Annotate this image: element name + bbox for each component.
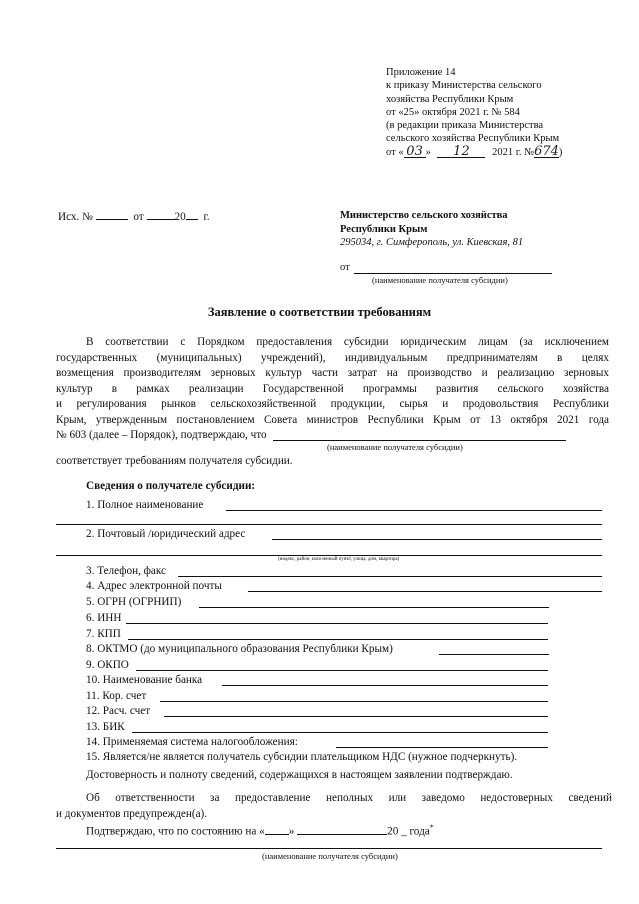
field-1-input[interactable] xyxy=(226,510,602,511)
document-title: Заявление о соответствии требованиям xyxy=(207,305,432,319)
field-9-label: 9. ОКПО xyxy=(86,659,129,671)
intro-caption: (наименование получателя субсидии) xyxy=(327,442,463,452)
appendix-date-mid: » xyxy=(425,146,431,158)
outgoing-year-blank xyxy=(186,209,198,220)
addressee-line1: Министерство сельского хозяйства xyxy=(340,210,508,221)
field-3-input[interactable] xyxy=(178,576,602,577)
appendix-date-suffix: ) xyxy=(558,146,563,158)
field-10-input[interactable] xyxy=(222,685,548,686)
closing-recipient-line[interactable] xyxy=(56,848,602,849)
intro-line: В соответствии с Порядком предоставления субсидии юридическим лицам (за исключением xyxy=(86,336,609,348)
field-4-input[interactable] xyxy=(248,591,602,592)
field-7-input[interactable] xyxy=(128,639,548,640)
intro-line: государственных (муниципальных) учреждений), индивидуальным предпринимателям в целях xyxy=(56,352,609,364)
appendix-line: хозяйства Республики Крым xyxy=(386,93,514,105)
appendix-date-year: 2021 г. № xyxy=(492,146,535,158)
field-5-input[interactable] xyxy=(199,607,549,608)
field-2-input-2[interactable] xyxy=(56,555,602,556)
closing-day-blank[interactable] xyxy=(265,824,289,835)
outgoing-year-prefix: 20 xyxy=(174,211,186,223)
field-13-label: 13. БИК xyxy=(86,721,125,733)
field-4-label: 4. Адрес электронной почты xyxy=(86,580,222,592)
addressee-from-line xyxy=(354,273,552,274)
closing-state-mid: » xyxy=(288,825,295,838)
field-2-caption: (индекс, район, населенный пункт, улица, дом, квартира) xyxy=(278,557,400,562)
field-2-label: 2. Почтовый /юридический адрес xyxy=(86,528,246,540)
intro-line: возмещения производителям зерновых культур части затрат на производство и реализацию зерновых xyxy=(56,367,609,379)
field-8-label: 8. ОКТМО (до муниципального образования Республики Крым) xyxy=(86,643,393,655)
intro-line: Крым, утвержденным постановлением Совета министров Республики Крым от 13 октября 2021 года xyxy=(56,414,609,426)
field-7-label: 7. КПП xyxy=(86,628,121,640)
appendix-line: (в редакции приказа Министерства xyxy=(386,120,544,132)
field-14-input[interactable] xyxy=(336,747,548,748)
closing-state-prefix: Подтверждаю, что по состоянию на « xyxy=(86,825,265,838)
appendix-line: к приказу Министерства сельского xyxy=(386,80,542,92)
closing-responsibility-line2: и документов предупрежден(а). xyxy=(56,808,208,820)
field-6-label: 6. ИНН xyxy=(86,612,122,624)
closing-statement xyxy=(86,823,434,838)
field-8-input[interactable] xyxy=(439,654,549,655)
closing-state-year: 20 _ года xyxy=(387,825,430,838)
intro-recipient-line xyxy=(273,440,566,441)
addressee-block xyxy=(340,209,523,250)
info-heading: Сведения о получателе субсидии: xyxy=(86,480,256,492)
field-2-input[interactable] xyxy=(272,539,602,540)
addressee-from-label: от xyxy=(340,262,350,273)
outgoing-year-suffix: г. xyxy=(203,211,210,223)
closing-month-blank[interactable] xyxy=(297,824,387,835)
outgoing-number-blank xyxy=(96,209,128,220)
field-11-label: 11. Кор. счет xyxy=(86,690,147,702)
outgoing-number xyxy=(58,209,210,223)
field-1-input-2[interactable] xyxy=(56,524,602,525)
addressee-address: 295034, г. Симферополь, ул. Киевская, 81 xyxy=(340,237,524,248)
appendix-line: Приложение 14 xyxy=(386,67,456,78)
appendix-block xyxy=(386,66,562,160)
closing-caption: (наименование получателя субсидии) xyxy=(262,851,398,861)
field-12-label: 12. Расч. счет xyxy=(86,705,151,717)
field-11-input[interactable] xyxy=(160,701,548,702)
closing-responsibility-line1: Об ответственности за предоставление неполных или заведомо недостоверных сведений xyxy=(86,792,612,804)
appendix-line: сельского хозяйства Республики Крым xyxy=(386,133,560,145)
field-14-label: 14. Применяемая система налогообложения: xyxy=(86,736,298,748)
handwritten-day: 03 xyxy=(404,146,426,158)
intro-line: и регулирования рынков сельскохозяйственной продукции, сырья и продовольствия Республики xyxy=(56,398,609,410)
field-6-input[interactable] xyxy=(126,623,548,624)
closing-confirm: Достоверность и полноту сведений, содержащихся в настоящем заявлении подтверждаю. xyxy=(86,769,513,781)
outgoing-day-blank xyxy=(147,209,175,220)
outgoing-prefix: Исх. № xyxy=(58,211,93,223)
field-3-label: 3. Телефон, факс xyxy=(86,565,167,577)
intro-conclusion: соответствует требованиям получателя субсидии. xyxy=(56,455,293,467)
field-13-input[interactable] xyxy=(132,732,548,733)
field-9-input[interactable] xyxy=(136,670,548,671)
handwritten-month: 12 xyxy=(437,146,485,158)
field-1-label: 1. Полное наименование xyxy=(86,499,204,511)
appendix-date-prefix: от « xyxy=(386,146,404,158)
field-10-label: 10. Наименование банка xyxy=(86,674,203,686)
outgoing-from: от xyxy=(133,211,144,223)
closing-state-mark: * xyxy=(429,823,434,832)
field-12-input[interactable] xyxy=(164,716,548,717)
field-15-label: 15. Является/не является получатель субсидии плательщиком НДС (нужное подчеркнуть). xyxy=(86,751,518,763)
intro-line: культур в рамках реализации Государственной программы развития сельского хозяйства xyxy=(56,383,609,395)
handwritten-number: 674 xyxy=(534,143,559,159)
field-5-label: 5. ОГРН (ОГРНИП) xyxy=(86,596,182,608)
appendix-date-line xyxy=(386,143,563,160)
addressee-line2: Республики Крым xyxy=(340,223,428,235)
appendix-line: от «25» октября 2021 г. № 584 xyxy=(386,106,520,118)
addressee-from-caption: (наименование получателя субсидии) xyxy=(372,275,508,285)
intro-last-line: № 603 (далее – Порядок), подтверждаю, что xyxy=(56,429,267,441)
